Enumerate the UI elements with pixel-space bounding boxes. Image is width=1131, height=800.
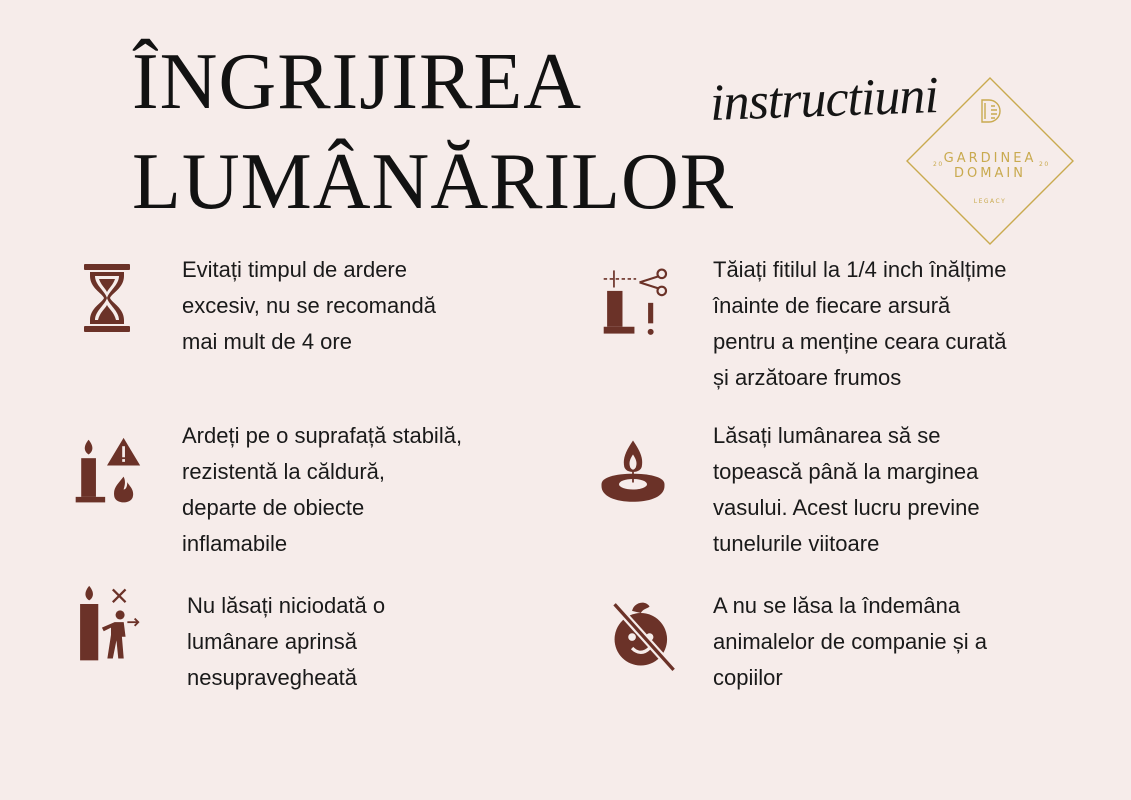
logo-monogram-icon [982, 100, 1000, 122]
logo-year-right: 20 [1039, 161, 1050, 168]
trim-wick-icon [602, 262, 672, 342]
instruction-text-burn-time: Evitați timpul de ardere excesiv, nu se recomandă mai mult de 4 ore [182, 257, 436, 354]
logo-name-line-2: DOMAIN [954, 166, 1026, 181]
brand-logo [905, 76, 1075, 246]
tealight-icon [598, 432, 668, 512]
no-child-icon [608, 596, 678, 676]
instruction-text-melt-edge: Lăsați lumânarea să se topească până la marginea vasului. Acest lucru previne tunelurile viitoare [713, 423, 980, 556]
page-title-line-2: LUMÂNĂRILOR [132, 138, 735, 226]
instruction-text-stable-surface: Ardeți pe o suprafață stabilă, rezistentă la căldură, departe de obiecte inflamabile [182, 423, 463, 556]
logo-year-left: 20 [933, 161, 944, 168]
candle-warning-icon [72, 432, 142, 512]
unattended-candle-icon [76, 584, 146, 664]
page-title-line-1: ÎNGRIJIREA [132, 38, 582, 126]
instruction-text-unattended: Nu lăsați niciodată o lumânare aprinsă nesupravegheată [187, 593, 386, 690]
instruction-text-keep-away: A nu se lăsa la îndemâna animalelor de companie și a copiilor [713, 593, 987, 690]
hourglass-icon [78, 260, 148, 340]
logo-name-line-1: GARDINEA [943, 151, 1037, 166]
subtitle-script: instructiuni [709, 67, 939, 132]
logo-tagline: LEGACY [973, 198, 1007, 205]
instruction-text-trim-wick: Tăiați fitilul la 1/4 inch înălțime înainte de fiecare arsură pentru a menține ceara curată și arzătoare frumos [713, 257, 1007, 390]
